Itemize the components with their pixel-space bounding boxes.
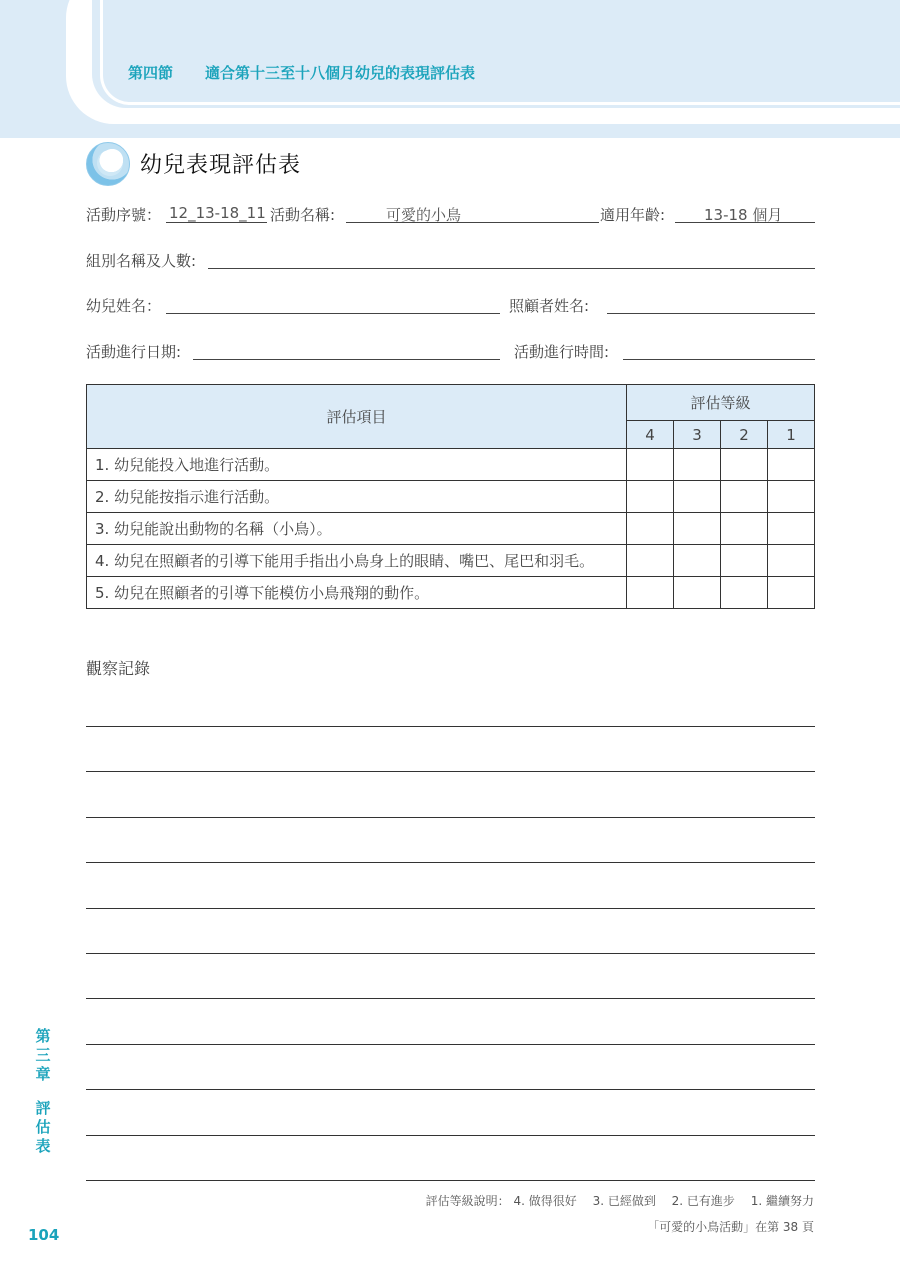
activity-no-value: 12_13-18_11 (169, 204, 266, 222)
level-1-header: 1 (768, 421, 815, 449)
rating-cell[interactable] (627, 449, 674, 481)
rating-legend: 評估等級說明： 4. 做得很好 3. 已經做到 2. 已有進步 1. 繼續努力 (425, 1194, 814, 1208)
activity-reference: 「可愛的小鳥活動」在第 38 頁 (647, 1220, 814, 1234)
child-name-label: 幼兒姓名： (86, 297, 162, 315)
date-label: 活動進行日期: (86, 343, 182, 361)
rating-cell[interactable] (627, 577, 674, 609)
child-name-underline (166, 313, 500, 314)
chapter-title-char: 評 (35, 1099, 51, 1117)
page-number: 104 (28, 1226, 60, 1244)
time-underline (623, 359, 815, 360)
activity-name-underline (346, 222, 599, 223)
chapter-char: 三 (35, 1046, 51, 1064)
observation-line[interactable] (86, 817, 815, 818)
observation-line[interactable] (86, 1135, 815, 1136)
row-item-5: 5. 幼兒在照顧者的引導下能模仿小鳥飛翔的動作。 (87, 577, 627, 609)
section-label: 第四節 (128, 64, 174, 82)
date-underline (193, 359, 500, 360)
observation-line[interactable] (86, 862, 815, 863)
activity-no-underline (166, 222, 267, 223)
rating-cell[interactable] (721, 481, 768, 513)
observation-line[interactable] (86, 1180, 815, 1181)
section-heading (128, 62, 475, 83)
observation-line[interactable] (86, 998, 815, 999)
table-row (87, 481, 815, 513)
row-item-3: 3. 幼兒能說出動物的名稱（小鳥）。 (87, 513, 627, 545)
rating-cell[interactable] (768, 449, 815, 481)
group-underline (208, 268, 815, 269)
level-3-header: 3 (674, 421, 721, 449)
group-label: 組別名稱及人數: (86, 252, 197, 270)
observation-label: 觀察記錄 (86, 659, 151, 678)
rating-cell[interactable] (627, 545, 674, 577)
chapter-char: 章 (35, 1065, 51, 1083)
chapter-title-char: 表 (35, 1137, 51, 1155)
section-title: 適合第十三至十八個月幼兒的表現評估表 (205, 64, 476, 82)
time-label: 活動進行時間: (514, 343, 610, 361)
age-value: 13-18 個月 (704, 206, 783, 224)
table-row (87, 449, 815, 481)
rating-cell[interactable] (768, 513, 815, 545)
rating-cell[interactable] (768, 577, 815, 609)
level-header: 評估等級 (627, 385, 815, 421)
activity-name-value: 可愛的小鳥 (386, 206, 462, 224)
table-row (87, 513, 815, 545)
row-item-2: 2. 幼兒能按指示進行活動。 (87, 481, 627, 513)
rating-cell[interactable] (721, 449, 768, 481)
observation-line[interactable] (86, 1089, 815, 1090)
activity-no-label: 活動序號： (86, 206, 162, 224)
rating-cell[interactable] (674, 577, 721, 609)
header-outline (100, 0, 900, 105)
bubble-icon (86, 142, 130, 186)
rating-cell[interactable] (627, 481, 674, 513)
evaluation-table (86, 384, 815, 609)
level-4-header: 4 (627, 421, 674, 449)
observation-line[interactable] (86, 908, 815, 909)
row-item-4: 4. 幼兒在照顧者的引導下能用手指出小鳥身上的眼睛、嘴巴、尾巴和羽毛。 (87, 545, 627, 577)
rating-cell[interactable] (674, 513, 721, 545)
rating-cell[interactable] (721, 513, 768, 545)
caregiver-name-underline (607, 313, 815, 314)
observation-line[interactable] (86, 771, 815, 772)
age-label: 適用年齡: (600, 206, 666, 224)
rating-cell[interactable] (674, 545, 721, 577)
observation-line[interactable] (86, 953, 815, 954)
observation-line[interactable] (86, 1044, 815, 1045)
rating-cell[interactable] (721, 577, 768, 609)
table-row (87, 545, 815, 577)
level-2-header: 2 (721, 421, 768, 449)
activity-name-label: 活動名稱: (270, 206, 336, 224)
observation-line[interactable] (86, 726, 815, 727)
chapter-title-char: 估 (35, 1118, 51, 1136)
caregiver-name-label: 照顧者姓名: (509, 297, 590, 315)
chapter-char: 第 (35, 1027, 51, 1045)
rating-cell[interactable] (674, 449, 721, 481)
table-row (87, 577, 815, 609)
rating-cell[interactable] (674, 481, 721, 513)
rating-cell[interactable] (627, 513, 674, 545)
rating-cell[interactable] (721, 545, 768, 577)
page-title: 幼兒表現評估表 (140, 153, 302, 178)
rating-cell[interactable] (768, 545, 815, 577)
rating-cell[interactable] (768, 481, 815, 513)
chapter-side-label (34, 1027, 52, 1156)
row-item-1: 1. 幼兒能投入地進行活動。 (87, 449, 627, 481)
item-header: 評估項目 (87, 385, 627, 449)
